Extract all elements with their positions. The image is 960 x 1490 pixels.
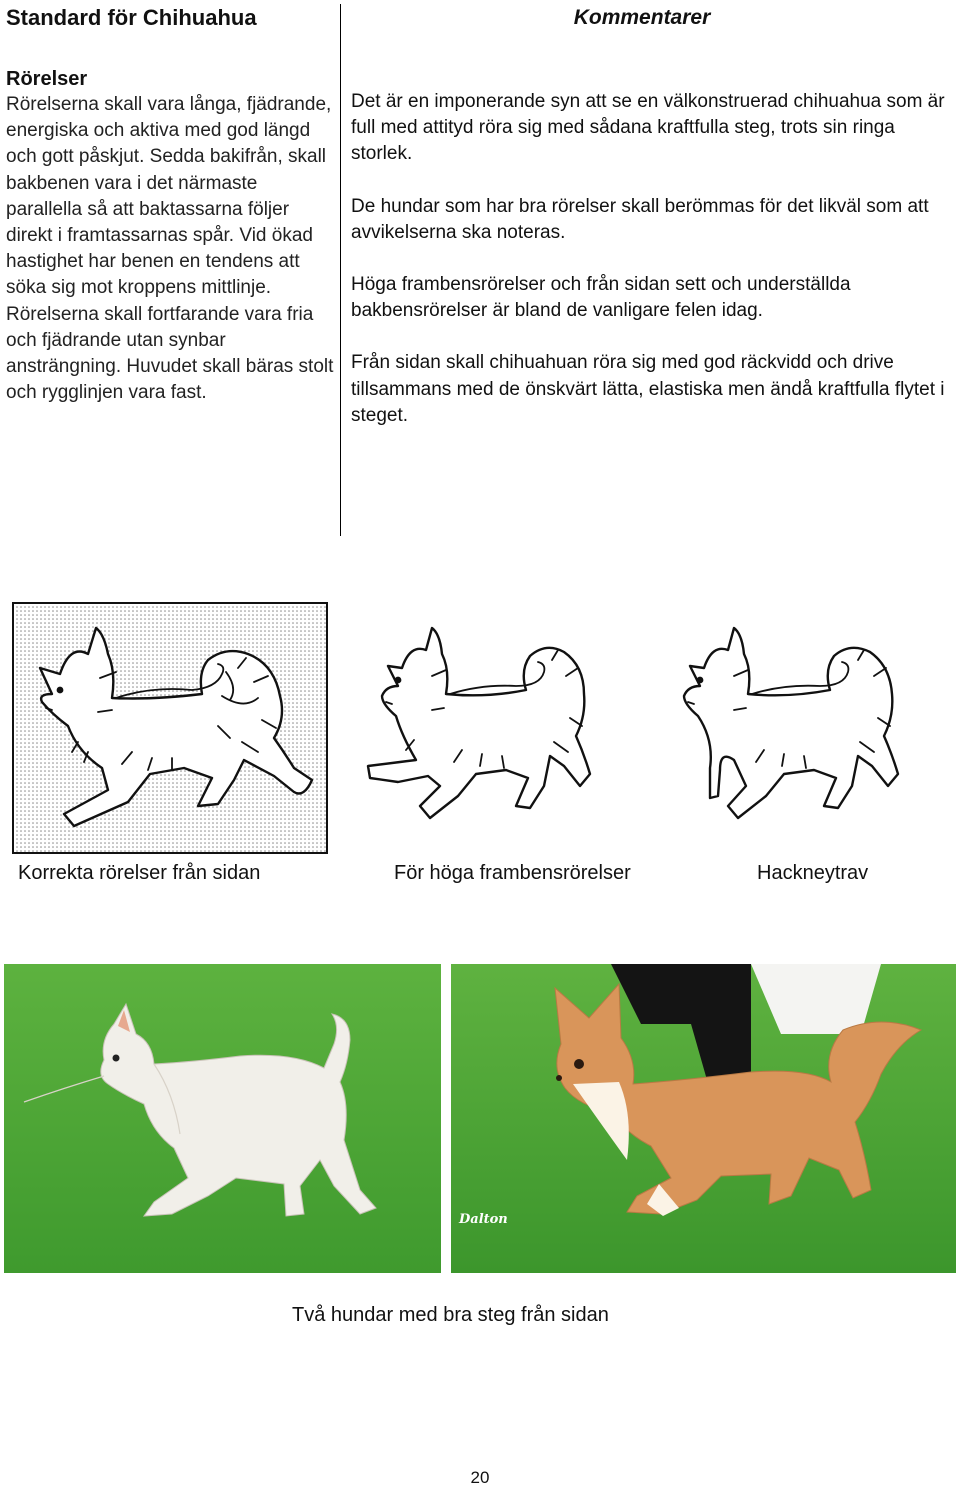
page-number: 20 — [470, 1468, 490, 1487]
standard-body-text: Rörelserna skall vara långa, fjädrande, energiska och aktiva med god längd och gott påskjut. Sedda bakifrån, skall bakbenen vara i det närmaste parallella så att baktassarna följer direkt i framtassarnas spår. Vid ökad hastighet har benen en tendens att söka sig mot kroppens mittlinje. Rörelserna skall fortfarande vara fria och fjädrande utan synbar ansträngning. Huvudet skall bäras stolt och rygglinjen vara fast. — [6, 94, 334, 404]
comment-paragraph-1: Det är en imponerande syn att se en välkonstruerad chihuahua som är full med attityd röra sig med sådana kraftfulla steg, trots sin ringa storlek. — [351, 91, 945, 165]
caption-high-front: För höga frambensrörelser — [394, 862, 631, 884]
comment-paragraph-4: Från sidan skall chihuahuan röra sig med god räckvidd och drive tillsammans med de önskvärt lätta, elastiska men ändå kraftfulla flytet i steget. — [351, 352, 945, 426]
standard-title: Standard för Chihuahua — [6, 5, 257, 30]
photo-signature: Dalton — [459, 1212, 508, 1227]
caption-hackney: Hackneytrav — [757, 862, 869, 884]
dog-sketch-high-front-icon — [358, 610, 598, 852]
comments-column — [351, 4, 951, 455]
section-heading-rorelser: Rörelser — [6, 68, 88, 90]
caption-photos: Två hundar med bra steg från sidan — [292, 1304, 609, 1326]
standard-column — [6, 4, 336, 406]
photo-tan-chihuahua — [451, 964, 956, 1273]
dog-sketch-hackney-icon — [680, 610, 940, 852]
dog-sketch-correct-icon — [12, 602, 328, 854]
comment-paragraph-3: Höga frambensrörelser och från sidan sett och underställda bakbensrörelser är bland de vanligare felen idag. — [351, 274, 851, 322]
caption-correct-movement: Korrekta rörelser från sidan — [18, 862, 261, 884]
column-divider — [340, 4, 341, 536]
comments-title: Kommentarer — [573, 6, 711, 29]
comment-paragraph-2: De hundar som har bra rörelser skall berömmas för det likväl som att avvikelserna ska noteras. — [351, 195, 929, 243]
photo-white-chihuahua — [4, 964, 441, 1273]
